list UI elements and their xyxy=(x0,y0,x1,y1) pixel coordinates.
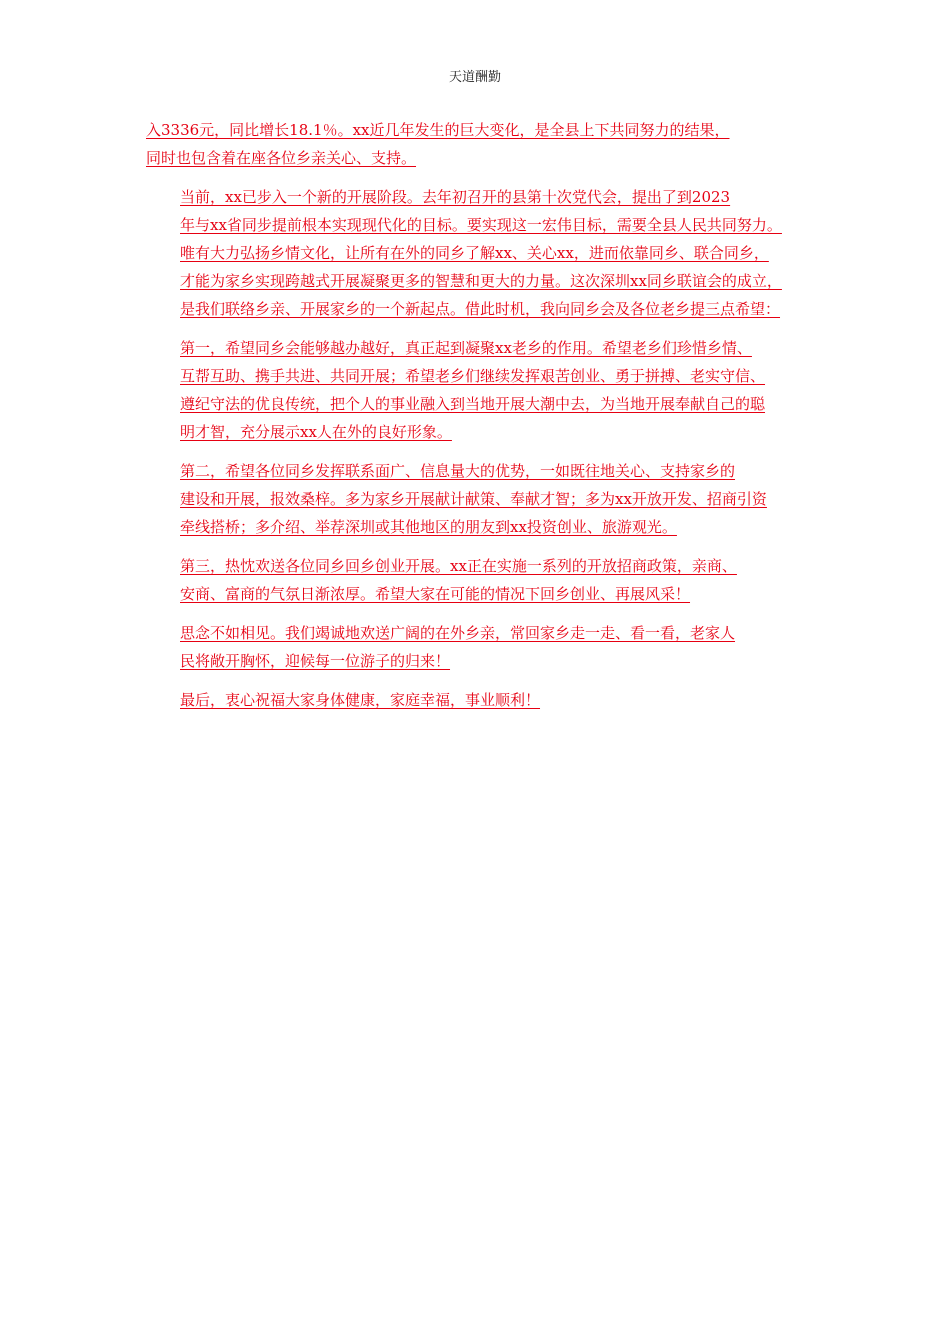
text-line xyxy=(146,362,826,390)
text-line xyxy=(146,239,826,267)
text-line-content: 当前，xx已步入一个新的开展阶段。去年初召开的县第十次党代会，提出了到2023 xyxy=(180,188,731,206)
paragraph xyxy=(146,334,826,446)
document-body xyxy=(146,116,826,725)
text-line-content: 是我们联络乡亲、开展家乡的一个新起点。借此时机，我向同乡会及各位老乡提三点希望： xyxy=(180,300,781,318)
text-line xyxy=(146,457,826,485)
text-line-content: 遵纪守法的优良传统，把个人的事业融入到当地开展大潮中去，为当地开展奉献自己的聪 xyxy=(180,395,766,413)
text-line-content: 牵线搭桥；多介绍、举荐深圳或其他地区的朋友到xx投资创业、旅游观光。 xyxy=(180,518,677,536)
text-line xyxy=(146,552,826,580)
text-line-content: 同时也包含着在座各位乡亲关心、支持。 xyxy=(146,149,417,167)
text-line-content: 明才智，充分展示xx人在外的良好形象。 xyxy=(180,423,452,441)
paragraph xyxy=(146,686,826,714)
text-line-content: 入3336元，同比增长18.1％。xx近几年发生的巨大变化，是全县上下共同努力的结果， xyxy=(146,121,730,139)
text-line-content: 互帮互助、携手共进、共同开展；希望老乡们继续发挥艰苦创业、勇于拼搏、老实守信、 xyxy=(180,367,766,385)
text-line xyxy=(146,647,826,675)
paragraph xyxy=(146,116,826,172)
text-line-content: 民将敞开胸怀，迎候每一位游子的归来！ xyxy=(180,652,451,670)
text-line-content: 最后，衷心祝福大家身体健康，家庭幸福，事业顺利！ xyxy=(180,691,541,709)
text-line xyxy=(146,580,826,608)
text-line xyxy=(146,144,826,172)
text-line xyxy=(146,513,826,541)
text-line-content: 才能为家乡实现跨越式开展凝聚更多的智慧和更大的力量。这次深圳xx同乡联谊会的成立， xyxy=(180,272,782,290)
text-line-content: 第三，热忱欢送各位同乡回乡创业开展。xx正在实施一系列的开放招商政策，亲商、 xyxy=(180,557,737,575)
text-line xyxy=(146,267,826,295)
text-line xyxy=(146,116,826,144)
paragraph xyxy=(146,183,826,323)
text-line xyxy=(146,211,826,239)
text-line xyxy=(146,686,826,714)
text-line xyxy=(146,619,826,647)
paragraph xyxy=(146,619,826,675)
text-line xyxy=(146,334,826,362)
text-line-content: 思念不如相见。我们竭诚地欢送广阔的在外乡亲，常回家乡走一走、看一看，老家人 xyxy=(180,624,736,642)
text-line-content: 第二，希望各位同乡发挥联系面广、信息量大的优势，一如既往地关心、支持家乡的 xyxy=(180,462,736,480)
paragraph xyxy=(146,552,826,608)
text-line xyxy=(146,295,826,323)
paragraph xyxy=(146,457,826,541)
text-line-content: 建设和开展，报效桑梓。多为家乡开展献计献策、奉献才智；多为xx开放开发、招商引资 xyxy=(180,490,767,508)
text-line-content: 年与xx省同步提前根本实现现代化的目标。要实现这一宏伟目标，需要全县人民共同努力。 xyxy=(180,216,782,234)
text-line-content: 第一，希望同乡会能够越办越好，真正起到凝聚xx老乡的作用。希望老乡们珍惜乡情、 xyxy=(180,339,752,357)
text-line-content: 唯有大力弘扬乡情文化，让所有在外的同乡了解xx、关心xx，进而依靠同乡、联合同乡， xyxy=(180,244,769,262)
text-line xyxy=(146,485,826,513)
page-header: 天道酬勤 xyxy=(448,70,501,85)
text-line-content: 安商、富商的气氛日渐浓厚。希望大家在可能的情况下回乡创业、再展风采！ xyxy=(180,585,691,603)
text-line xyxy=(146,390,826,418)
text-line xyxy=(146,418,826,446)
text-line xyxy=(146,183,826,211)
